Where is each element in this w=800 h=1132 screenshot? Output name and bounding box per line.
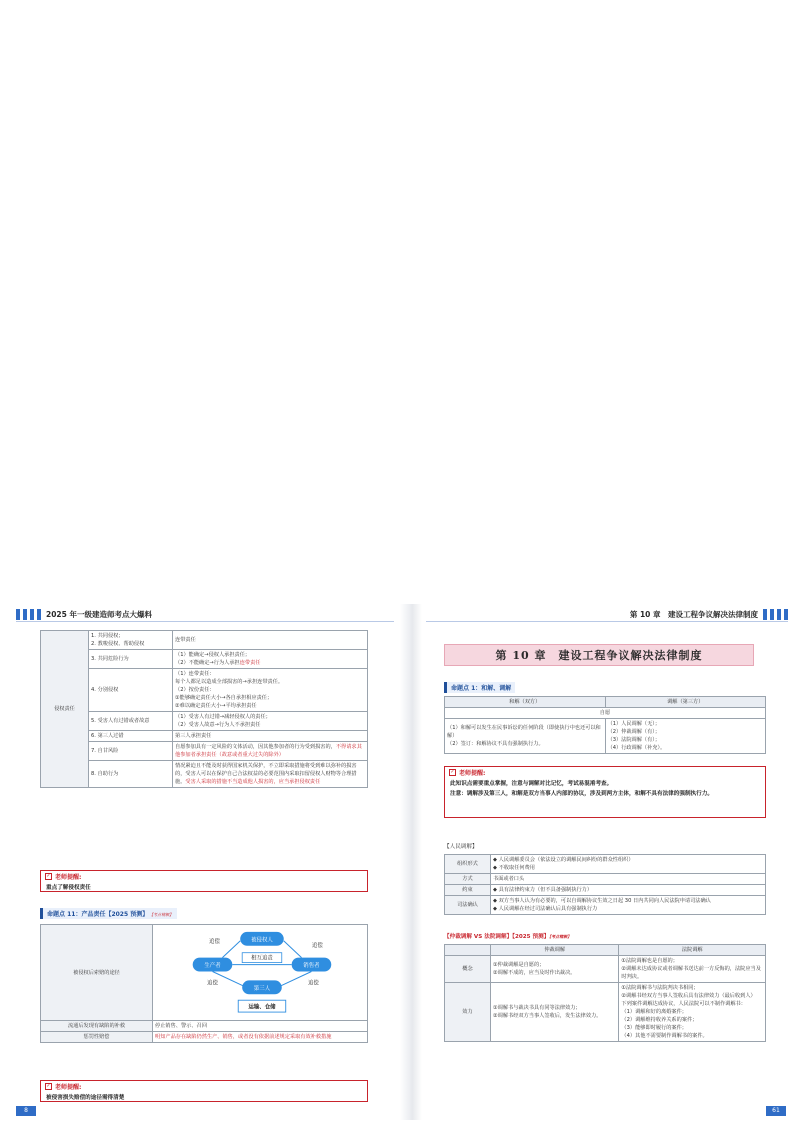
arrow-seller-third — [280, 972, 312, 987]
corner-cell — [445, 945, 491, 956]
settlement-detail: （1）和解可以发生在民事诉讼的任何阶段（即使执行中也还可以和解） （2）签订：和解协议不具有强制执行力。 — [445, 719, 606, 754]
row-value: ◆ 具有法律约束力（但不具备强制执行力） — [491, 885, 766, 896]
row-value: ①仲裁调解是自愿的； ②调解不成的，应当及时作出裁决。 — [491, 956, 619, 983]
compare-table — [444, 944, 766, 1042]
detail-text: （1）连带责任： 每个人都足以造成全部损害的→承担连带责任。 （2）按份责任： ①能够确定责任大小→各自承担相应责任； ②难以确定责任大小→平均承担责任 — [175, 671, 284, 709]
punitive-value: 明知产品存在缺陷仍然生产、销售，或者没有依据前述规定采取有效补救措施 — [153, 1032, 368, 1043]
chapter-title: 第 10 章 建设工程争议解决法律制度 — [495, 649, 703, 662]
detail-text: 连带责任 — [175, 637, 196, 643]
detail-text: 自愿参加具有一定风险的文体活动，因其他参加者的行为受到损害的， — [175, 744, 336, 750]
right-header-title: 第 10 章 建设工程争议解决法律制度 — [629, 609, 758, 619]
check-icon: ✓ — [450, 769, 455, 775]
people-mediation-heading: 【人民调解】 — [444, 844, 478, 850]
table-row — [41, 669, 368, 712]
col-arbitration: 仲裁调解 — [491, 945, 619, 956]
header-bars-icon — [16, 609, 41, 620]
shared-row: 自愿 — [445, 708, 766, 719]
liability-detail — [173, 761, 368, 788]
teacher-tip-box — [40, 870, 368, 892]
liability-item: 6. 第三人过错 — [89, 731, 173, 742]
header-divider — [426, 621, 788, 622]
teacher-tip-box-2 — [40, 1080, 368, 1102]
liability-item: 3. 共同危险行为 — [89, 650, 173, 669]
book-gutter — [400, 604, 422, 1120]
row-key: 约束 — [445, 885, 491, 896]
detail-emphasis: 连带责任 — [239, 660, 261, 666]
row-value: ①法院调解也是自愿的； ②调解未达成协议或者调解书送达前一方反悔的，法院应当及时判决。 — [619, 956, 766, 983]
seller-label: 销售者 — [303, 963, 320, 970]
mutual-label: 相互追责 — [251, 955, 273, 962]
left-page — [8, 604, 400, 1120]
remedy-label: 流通后发现有缺陷的补救 — [41, 1021, 153, 1032]
row-value: ①调解书与裁决书具有同等法律效力； ②调解书经双方当事人签收后，发生法律效力。 — [491, 983, 619, 1042]
right-page — [422, 604, 794, 1120]
settlement-table — [444, 696, 766, 754]
liability-detail — [173, 742, 368, 761]
liability-detail — [173, 650, 368, 669]
product-table — [40, 924, 368, 1043]
compare-heading: 【仲裁调解 VS 法院调解】【2025 预测】【考点精解】 — [444, 934, 572, 940]
table-row — [445, 885, 766, 896]
row-value: 书面或者口头 — [491, 874, 766, 885]
liability-item: 7. 自甘风险 — [89, 742, 173, 761]
row-key: 方式 — [445, 874, 491, 885]
punitive-label: 惩罚性赔偿 — [41, 1032, 153, 1043]
col-settlement: 和解（双方） — [445, 697, 606, 708]
right-header — [426, 608, 788, 620]
claim-label-3: 追偿 — [207, 980, 218, 987]
row-key: 效力 — [445, 983, 491, 1042]
teacher-tip-box-right — [444, 766, 766, 818]
detail-emphasis: 不得请求其他参加者承担责任（故意或者重大过失的除外） — [175, 744, 362, 758]
detail-text: 情况紧迫且不能及时获得国家机关保护，不立即采取措施将受到难以弥补的损害的，受害人可以在保护自己合法权益的必要范围内采取扣留侵权人财物等合理措施。 — [175, 763, 357, 785]
liability-table — [40, 630, 368, 788]
tip-title-right: ✓ 老师提醒: — [450, 769, 486, 777]
claim-label-4: 追偿 — [307, 980, 319, 987]
left-header — [16, 608, 394, 620]
page-number-right: 61 — [766, 1106, 786, 1116]
check-icon: ✓ — [46, 873, 51, 879]
header-divider — [16, 621, 394, 622]
table-row — [41, 650, 368, 669]
liability-detail — [173, 669, 368, 712]
page-number-left: 8 — [16, 1106, 36, 1116]
claim-label-2: 追偿 — [311, 942, 323, 949]
mediation-detail: （1）人民调解（无）； （2）仲裁调解（有）； （3）法院调解（有）； （4）行政调解（补充）。 — [605, 719, 766, 754]
remedy-value: 停止销售、警示、召回 — [153, 1021, 368, 1032]
table-row — [41, 631, 368, 650]
row-value: ◆ 双方当事人认为有必要的，可以自调解协议生效之日起 30 日内共同向人民法院申请司法确认 ◆ 人民调解在经过司法确认后具有强制执行力 — [491, 896, 766, 915]
liability-item: 1. 共同侵权； 2. 教唆侵权、帮助侵权 — [89, 631, 173, 650]
table-row — [41, 712, 368, 731]
check-icon: ✓ — [46, 1083, 51, 1089]
detail-text: （1）受害人有过错→减轻侵权人的责任； （2）受害人故意→行为人不承担责任 — [175, 714, 271, 728]
row-value: ①法院调解书与法院判决书相同； ②调解书经双方当事人签收后具有法律效力（最后收到人） 下列案件调解达成协议，人民法院可以不制作调解书： （1）调解和好的离婚案件； （2）调解维持收养关系的案件； （3）能够即时履行的案件； （4）其他不需要制作调解书的案件。 — [619, 983, 766, 1042]
arrow-victim-producer — [222, 941, 240, 958]
detail-text: 第三人承担责任 — [175, 733, 212, 739]
topic-heading: 命题点 11：产品责任【2025 预测】 【考点精解】 — [40, 908, 177, 919]
col-mediation: 调解（第三方） — [605, 697, 766, 708]
detail-text: （1）能确定→侵权人承担责任； （2）不能确定→行为人承担 — [175, 652, 251, 666]
transport-label: 运输、仓储 — [248, 1004, 276, 1011]
liability-item: 4. 分别侵权 — [89, 669, 173, 712]
tip-title: ✓ 老师提醒: — [46, 873, 82, 881]
row-key: 司法确认 — [445, 896, 491, 915]
table-row — [41, 742, 368, 761]
route-label: 被侵权后索赔的途径 — [41, 925, 153, 1021]
table-row — [445, 956, 766, 983]
chapter-banner — [444, 644, 754, 666]
claim-diagram — [153, 925, 368, 1021]
category-cell: 侵权责任 — [41, 631, 89, 788]
liability-flow-diagram — [153, 925, 367, 1020]
producer-label: 生产者 — [204, 963, 221, 970]
topic-heading-right: 命题点 1：和解、调解 — [444, 682, 515, 693]
liability-detail — [173, 712, 368, 731]
table-row — [445, 896, 766, 915]
table-row — [41, 731, 368, 742]
liability-detail — [173, 631, 368, 650]
arrow-victim-seller — [284, 941, 302, 958]
table-row — [41, 761, 368, 788]
tip-text: 重点了解侵权责任 — [46, 885, 91, 891]
table-row — [445, 983, 766, 1042]
tip-title-2: ✓ 老师提醒: — [46, 1083, 82, 1091]
row-value: ◆ 人民调解委员会（依法设立的调解民间纠纷的群众性组织） ◆ 不收取任何费用 — [491, 855, 766, 874]
book-spread — [8, 604, 794, 1120]
third-label: 第三人 — [253, 985, 271, 992]
tip-text-right-1: 此知识点需要重点掌握，注意与调解对比记忆，考试易混淆考查。 — [450, 781, 613, 787]
tip-text-right-2: 注意：调解涉及第三人，和解是双方当事人内部的协议，涉及到两方主体，和解不具有法律的强制执行力。 — [450, 791, 713, 797]
claim-label-1: 追偿 — [209, 938, 220, 945]
table-row — [445, 855, 766, 874]
header-bars-icon — [763, 609, 788, 620]
liability-item: 8. 自助行为 — [89, 761, 173, 788]
table-row — [445, 874, 766, 885]
col-court: 法院调解 — [619, 945, 766, 956]
header-row — [445, 945, 766, 956]
tip-text-2: 被侵害损失赔偿的途径需得清楚 — [46, 1095, 125, 1101]
people-mediation-table — [444, 854, 766, 915]
row-key: 组织形式 — [445, 855, 491, 874]
liability-detail — [173, 731, 368, 742]
victim-label: 被侵权人 — [251, 937, 273, 944]
left-header-title: 2025 年一级建造师考点大爆料 — [46, 609, 152, 619]
detail-emphasis: 受害人采取的措施不当造成他人损害的，应当承担侵权责任 — [185, 779, 321, 785]
row-key: 概念 — [445, 956, 491, 983]
liability-item: 5. 受害人有过错或者故意 — [89, 712, 173, 731]
